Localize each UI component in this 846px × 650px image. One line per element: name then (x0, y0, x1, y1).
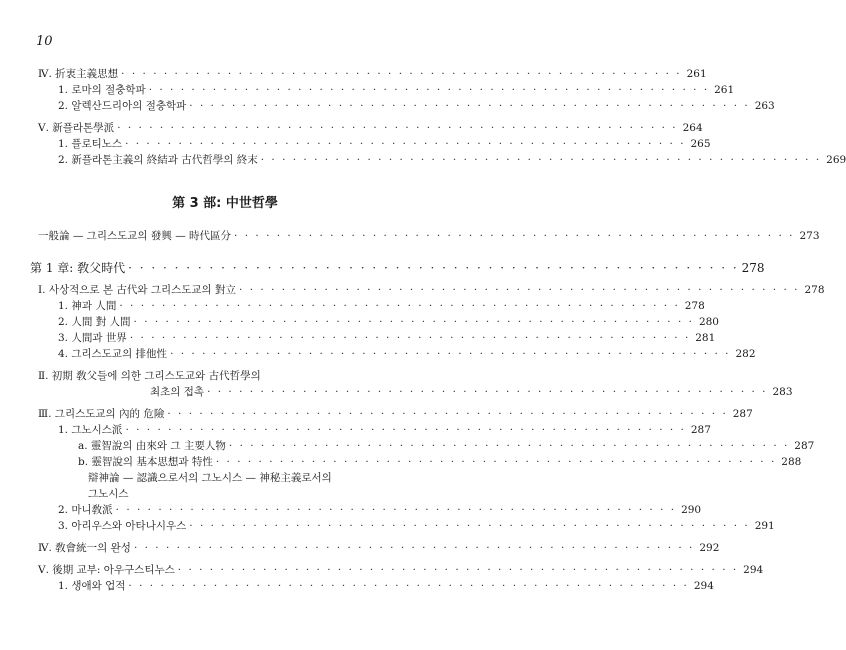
toc-entry: Ⅰ. 사상적으로 본 古代와 그리스도교의 對立 · · · · · · · · · · · · · · · · · · · · · · · · · · · · · · · · · · · · · · · · · · · · · · · · · · · · · 278 (38, 284, 825, 296)
toc-entry: Ⅴ. 新플라톤學派 · · · · · · · · · · · · · · · · · · · · · · · · · · · · · · · · · · · · · · · · · · · · · · · · · · · · · 264 (38, 122, 703, 134)
toc-entry: 1. 神과 人間 · · · · · · · · · · · · · · · · · · · · · · · · · · · · · · · · · · · · · · · · · · · · · · · · · · · · · 278 (58, 300, 705, 312)
part-title: 第 3 部: 中世哲學 (172, 196, 278, 211)
toc-entry: 3. 人間과 世界 · · · · · · · · · · · · · · · · · · · · · · · · · · · · · · · · · · · · · · · · · · · · · · · · · · · · · 281 (58, 332, 716, 344)
page-number: 10 (36, 34, 53, 49)
toc-entry: 2. 알렉산드리아의 절충학파 · · · · · · · · · · · · · · · · · · · · · · · · · · · · · · · · · · · · · · · · · · · · · · · · · · · · · 263 (58, 100, 775, 112)
toc-entry: 1. 플로티노스 · · · · · · · · · · · · · · · · · · · · · · · · · · · · · · · · · · · · · · · · · · · · · · · · · · · · · 265 (58, 138, 711, 150)
toc-entry-text: 그노시스 (88, 488, 129, 500)
toc-entry-text: 辯神論 — 認識으로서의 그노시스 — 神秘主義로서의 (88, 472, 332, 484)
toc-entry: b. 靈智說의 基本思想과 特性 · · · · · · · · · · · · · · · · · · · · · · · · · · · · · · · · · · · · · · · · · · · · · · · · · · · · · 288 (78, 456, 802, 468)
toc-entry: Ⅲ. 그리스도교의 內的 危險 · · · · · · · · · · · · · · · · · · · · · · · · · · · · · · · · · · · · · · · · · · · · · · · · · · · · · 287 (38, 408, 753, 420)
toc-entry: Ⅳ. 敎會統一의 완성 · · · · · · · · · · · · · · · · · · · · · · · · · · · · · · · · · · · · · · · · · · · · · · · · · · · · · 292 (38, 542, 720, 554)
toc-entry: 一般論 — 그리스도교의 發興 — 時代區分 · · · · · · · · · · · · · · · · · · · · · · · · · · · · · · · · · · · · · · · · · · · · · · · · · · · · · 273 (38, 230, 820, 242)
toc-entry: a. 靈智說의 由來와 그 主要人物 · · · · · · · · · · · · · · · · · · · · · · · · · · · · · · · · · · · · · · · · · · · · · · · · · · · · · 287 (78, 440, 815, 452)
toc-entry: 4. 그리스도교의 排他性 · · · · · · · · · · · · · · · · · · · · · · · · · · · · · · · · · · · · · · · · · · · · · · · · · · · · · 282 (58, 348, 756, 360)
toc-entry: 1. 로마의 절충학파 · · · · · · · · · · · · · · · · · · · · · · · · · · · · · · · · · · · · · · · · · · · · · · · · · · · · · 261 (58, 84, 735, 96)
toc-entry: 2. 마니敎派 · · · · · · · · · · · · · · · · · · · · · · · · · · · · · · · · · · · · · · · · · · · · · · · · · · · · · 290 (58, 504, 702, 516)
toc-entry: 1. 그노시스派 · · · · · · · · · · · · · · · · · · · · · · · · · · · · · · · · · · · · · · · · · · · · · · · · · · · · · 287 (58, 424, 711, 436)
toc-entry: 최초의 접촉 · · · · · · · · · · · · · · · · · · · · · · · · · · · · · · · · · · · · · · · · · · · · · · · · · · · · · 283 (150, 386, 793, 398)
toc-entry: Ⅴ. 後期 교부: 아우구스티누스 · · · · · · · · · · · · · · · · · · · · · · · · · · · · · · · · · · · · · · · · · · · · · · · · · · · · · 294 (38, 564, 764, 576)
toc-entry: 2. 新플라톤主義의 終結과 古代哲學의 終末 · · · · · · · · · · · · · · · · · · · · · · · · · · · · · · · · · · · · · · · · · · · · · · · · · · · · · 269 (58, 154, 846, 166)
toc-entry: 1. 생애와 업적 · · · · · · · · · · · · · · · · · · · · · · · · · · · · · · · · · · · · · · · · · · · · · · · · · · · · · 294 (58, 580, 714, 592)
toc-entry: Ⅳ. 折衷主義思想 · · · · · · · · · · · · · · · · · · · · · · · · · · · · · · · · · · · · · · · · · · · · · · · · · · · · · 261 (38, 68, 707, 80)
chapter-entry: 第 1 章: 敎父時代 · · · · · · · · · · · · · · · · · · · · · · · · · · · · · · · · · · · · · · · · · · · · · · · · · · · · · 278 (30, 261, 765, 275)
toc-entry-text: Ⅱ. 初期 敎父들에 의한 그리스도교와 古代哲學의 (38, 370, 261, 382)
toc-entry: 2. 人間 對 人間 · · · · · · · · · · · · · · · · · · · · · · · · · · · · · · · · · · · · · · · · · · · · · · · · · · · · · 280 (58, 316, 719, 328)
toc-entry: 3. 아리우스와 아타나시우스 · · · · · · · · · · · · · · · · · · · · · · · · · · · · · · · · · · · · · · · · · · · · · · · · · · · · · 291 (58, 520, 775, 532)
